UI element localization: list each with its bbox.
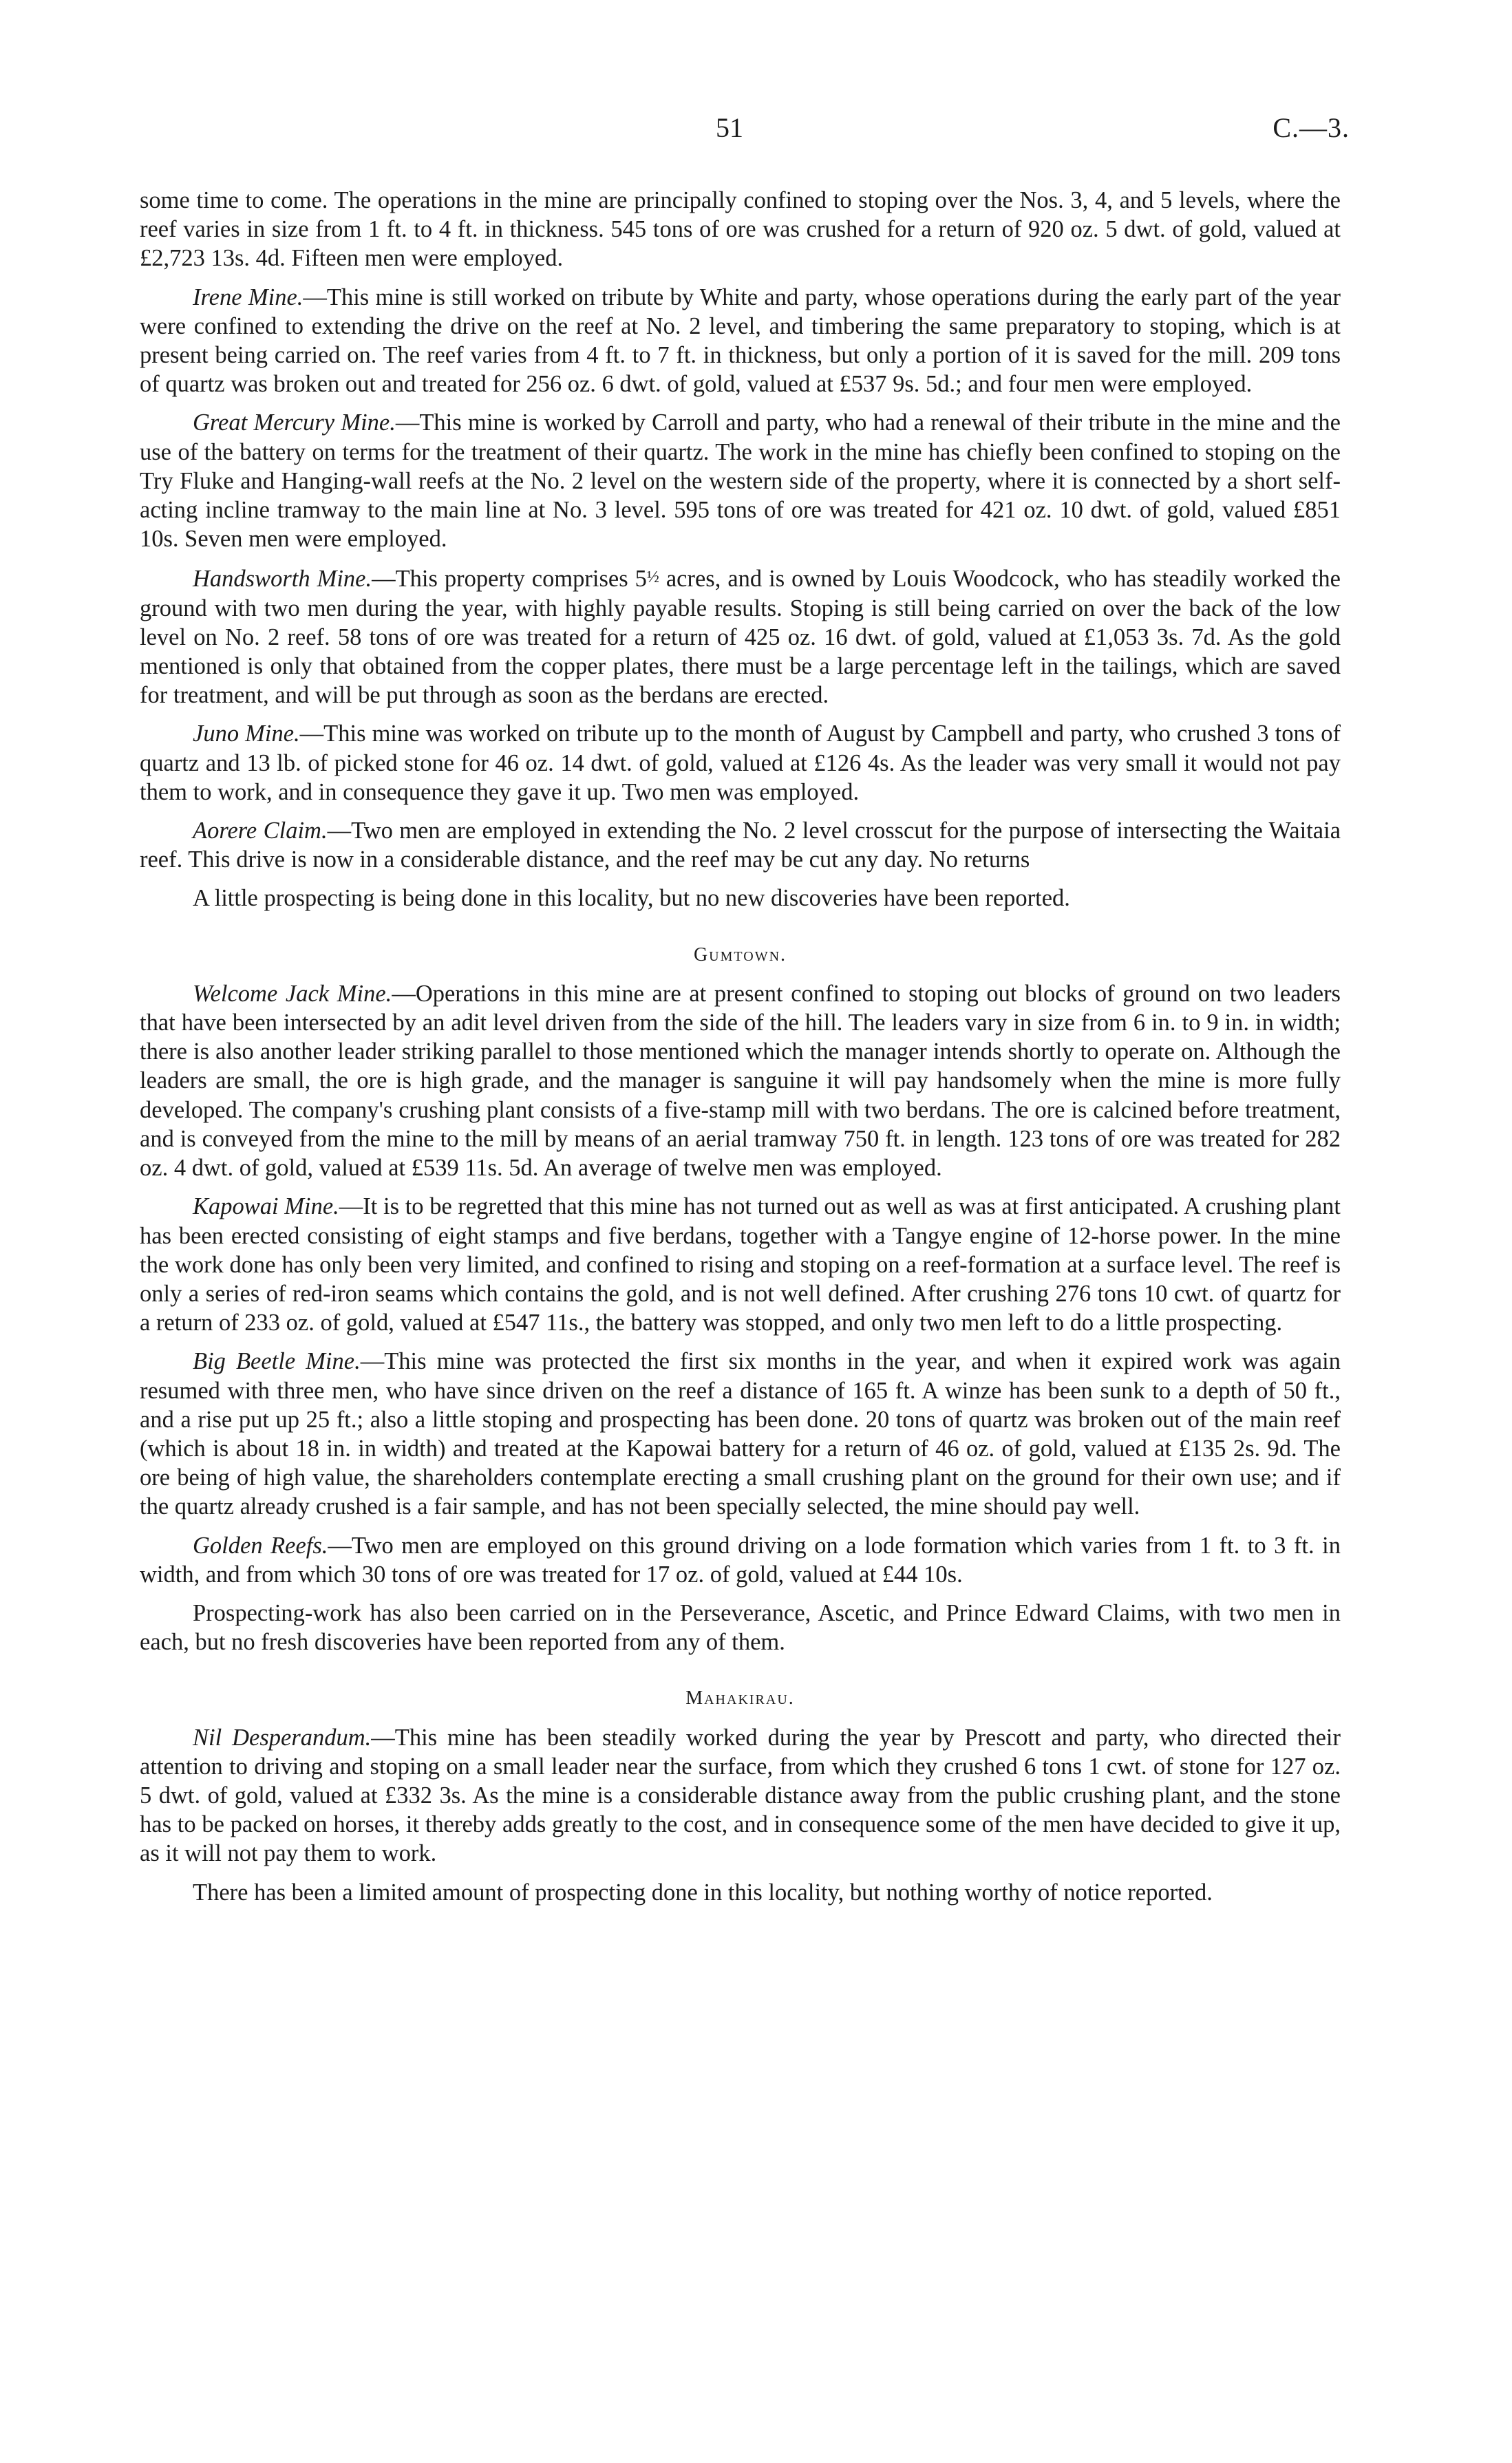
- paragraph-aorere-claim: [140, 816, 1341, 874]
- paragraph-prospecting: A little prospecting is being done in this locality, but no new discoveries have been reported.: [193, 885, 1070, 912]
- page-number: 51: [716, 112, 743, 143]
- mine-title: Great Mercury Mine.: [193, 409, 396, 436]
- paragraph-juno-mine: [140, 719, 1341, 807]
- paragraph-kapowai-mine: [140, 1192, 1341, 1337]
- mine-title: Big Beetle Mine.: [193, 1348, 361, 1375]
- paragraph-text: —This mine is still worked on tribute by White and party, whose operations during the early part of the year were confined to extending the drive on the reef at No. 2 level, and timbering the same preparatory to stoping, which is at present being carried on. The reef varies from 4 ft. to 7 ft. in thickness, but only a portion of it is saved for the mill. 209 tons of quartz was broken out and treated for 256 oz. 6 dwt. of gold, valued at £537 9s. 5d.; and four men were employed.: [140, 284, 1341, 398]
- paragraph-handsworth-mine: [140, 563, 1341, 710]
- paragraph-irene-mine: [140, 283, 1341, 399]
- page-header: [0, 111, 1512, 153]
- report-body: [140, 186, 1341, 1917]
- paragraph-prospecting: There has been a limited amount of prospecting done in this locality, but nothing worthy of notice reported.: [193, 1879, 1213, 1906]
- paragraph-text: —This property comprises 5: [372, 566, 647, 593]
- mine-title: Juno Mine.: [193, 721, 300, 747]
- paragraph-prospecting: Prospecting-work has also been carried on in the Perseverance, Ascetic, and Prince Edward Claims, with two men in each, but no fresh discoveries have been reported from any of them.: [140, 1599, 1341, 1656]
- continued-paragraph: some time to come. The operations in the mine are principally confined to stoping over the Nos. 3, 4, and 5 levels, where the reef varies in size from 1 ft. to 4 ft. in thickness. 545 tons of ore was crushed for a return of 920 oz. 5 dwt. of gold, valued at £2,723 13s. 4d. Fifteen men were employed.: [140, 187, 1341, 272]
- paragraph-welcome-jack-mine: [140, 979, 1341, 1182]
- paragraph-text: —Two men are employed on this ground driving on a lode formation which varies from 1 ft. to 3 ft. in width, and from which 30 tons of ore was treated for 17 oz. of gold, valued at £44 10s.: [140, 1532, 1341, 1588]
- mine-title: Handsworth Mine.: [193, 566, 372, 593]
- section-heading-gumtown: Gumtown.: [693, 943, 787, 966]
- paragraph-text: —Operations in this mine are at present confined to stoping out blocks of ground on two leaders that have been intersected by an adit level driven from the side of the hill. The leaders vary in size from 6 in. to 9 in. in width; there is also another leader striking parallel to those mentioned which the manager intends shortly to operate on. Although the leaders are small, the ore is high grade, and the manager is sanguine it will pay handsomely when the mine is more fully developed. The company's crushing plant consists of a five-stamp mill with two berdans. The ore is calcined before treatment, and is conveyed from the mine to the mill by means of an aerial tramway 750 ft. in length. 123 tons of ore was treated for 282 oz. 4 dwt. of gold, valued at £539 11s. 5d. An average of twelve men was employed.: [140, 980, 1341, 1182]
- paragraph-text: —It is to be regretted that this mine has not turned out as well as was at first anticipated. A crushing plant has been erected consisting of eight stamps and five berdans, together with a Tangye engine of 12-horse power. In the mine the work done has only been very limited, and confined to rising and stoping on a reef-formation at a surface level. The reef is only a series of red-iron seams which contains the gold, and is not well defined. After crushing 276 tons 10 cwt. of quartz for a return of 233 oz. of gold, valued at £547 11s., the battery was stopped, and only two men left to do a little prospecting.: [140, 1193, 1341, 1336]
- paragraph-big-beetle-mine: [140, 1347, 1341, 1521]
- document-reference: C.—3.: [1273, 112, 1350, 143]
- fraction: ½: [646, 568, 659, 587]
- paragraph-great-mercury-mine: [140, 408, 1341, 553]
- paragraph-text: —This mine was protected the first six months in the year, and when it expired work was again resumed with three men, who have since driven on the reef a distance of 165 ft. A winze has been sunk to a depth of 50 ft., and a rise put up 25 ft.; also a little stoping and prospecting has been done. 20 tons of quartz was broken out of the main reef (which is about 18 in. in width) and treated at the Kapowai battery for a return of 46 oz. of gold, valued at £135 2s. 9d. The ore being of high value, the shareholders contemplate erecting a small crushing plant on the ground for their own use; and if the quartz already crushed is a fair sample, and has not been specially selected, the mine should pay well.: [140, 1348, 1341, 1520]
- paragraph-text: —This mine has been steadily worked during the year by Prescott and party, who directed their attention to driving and stoping on a small leader near the surface, from which they crushed 6 tons 1 cwt. of stone for 127 oz. 5 dwt. of gold, valued at £332 3s. As the mine is a considerable distance away from the public crushing plant, and the stone has to be packed on horses, it thereby adds greatly to the cost, and in consequence some of the men have decided to give it up, as it will not pay them to work.: [140, 1724, 1341, 1867]
- mine-title: Welcome Jack Mine.: [193, 980, 392, 1007]
- paragraph-text: —This mine was worked on tribute up to the month of August by Campbell and party, who crushed 3 tons of quartz and 13 lb. of picked stone for 46 oz. 14 dwt. of gold, valued at £126 4s. As the leader was very small it would not pay them to work, and in consequence they gave it up. Two men was employed.: [140, 721, 1341, 805]
- paragraph-golden-reefs: [140, 1531, 1341, 1589]
- section-heading-mahakirau: Mahakirau.: [685, 1687, 795, 1709]
- paragraph-text: —Two men are employed in extending the No. 2 level crosscut for the purpose of intersecting the Waitaia reef. This drive is now in a considerable distance, and the reef may be cut any day. No returns: [140, 818, 1341, 873]
- paragraph-text: —This mine is worked by Carroll and party, who had a renewal of their tribute in the mine and the use of the battery on terms for the treatment of their quartz. The work in the mine has chiefly been confined to stoping on the Try Fluke and Hanging-wall reefs at the No. 2 level on the western side of the property, where it is connected by a short self-acting incline tramway to the main line at No. 3 level. 595 tons of ore was treated for 421 oz. 10 dwt. of gold, valued £851 10s. Seven men were employed.: [140, 409, 1341, 553]
- mine-title: Golden Reefs.: [193, 1532, 328, 1559]
- mine-title: Kapowai Mine.: [193, 1193, 339, 1220]
- mine-title: Irene Mine.: [193, 284, 304, 310]
- paragraph-text: acres, and is owned by Louis Woodcock, who has steadily worked the ground with two men during the year, with highly payable results. Stoping is still being carried on over the back of the low level on No. 2 reef. 58 tons of ore was treated for a return of 425 oz. 16 dwt. of gold, valued at £1,053 3s. 7d. As the gold mentioned is only that obtained from the copper plates, there must be a large percentage left in the tailings, which are saved for treatment, and will be put through as soon as the berdans are erected.: [140, 566, 1341, 709]
- paragraph-nil-desperandum: [140, 1723, 1341, 1868]
- mine-title: Nil Desperandum.: [193, 1724, 372, 1751]
- mine-title: Aorere Claim.: [193, 818, 328, 844]
